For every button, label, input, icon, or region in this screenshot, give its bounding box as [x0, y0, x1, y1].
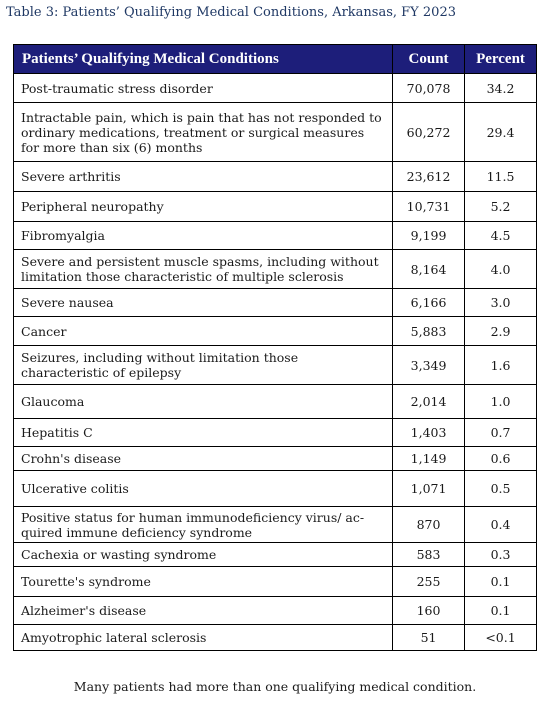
row-percent: 29.4: [465, 103, 537, 162]
row-condition: Ulcerative colitis: [14, 471, 393, 507]
row-count: 10,731: [393, 192, 465, 222]
row-percent: 0.1: [465, 597, 537, 625]
table-row: [14, 567, 537, 597]
row-percent: 0.5: [465, 471, 537, 507]
row-condition: Glaucoma: [14, 385, 393, 419]
row-condition: Peripheral neuropathy: [14, 192, 393, 222]
row-percent: 11.5: [465, 162, 537, 192]
row-count: 70,078: [393, 74, 465, 103]
row-condition: Alzheimer's disease: [14, 597, 393, 625]
row-percent: 5.2: [465, 192, 537, 222]
row-condition: Intractable pain, which is pain that has not responded to ordinary medications, treatment or surgical measures for more than six (6) months: [14, 103, 393, 162]
table-row: [14, 447, 537, 471]
row-condition: Severe arthritis: [14, 162, 393, 192]
row-count: 60,272: [393, 103, 465, 162]
table-row: [14, 289, 537, 317]
row-condition: Cachexia or wasting syndrome: [14, 543, 393, 567]
row-percent: <0.1: [465, 625, 537, 651]
table-row: [14, 507, 537, 543]
row-condition: Severe and persistent muscle spasms, including without limitation those characteristic of multiple sclerosis: [14, 250, 393, 289]
row-condition: Hepatitis C: [14, 419, 393, 447]
row-count: 1,403: [393, 419, 465, 447]
row-count: 51: [393, 625, 465, 651]
table-footnote: Many patients had more than one qualifying medical condition.: [73, 679, 477, 694]
row-percent: 2.9: [465, 317, 537, 346]
table-row: [14, 385, 537, 419]
table-row: [14, 103, 537, 162]
row-count: 2,014: [393, 385, 465, 419]
table-row: [14, 419, 537, 447]
row-percent: 0.4: [465, 507, 537, 543]
row-count: 160: [393, 597, 465, 625]
row-condition: Tourette's syndrome: [14, 567, 393, 597]
row-condition: Fibromyalgia: [14, 222, 393, 250]
row-count: 870: [393, 507, 465, 543]
table-row: [14, 222, 537, 250]
header-percent: Percent: [465, 45, 537, 74]
table-row: [14, 346, 537, 385]
table-row: [14, 250, 537, 289]
table-row: [14, 74, 537, 103]
row-count: 1,149: [393, 447, 465, 471]
row-percent: 1.6: [465, 346, 537, 385]
row-percent: 1.0: [465, 385, 537, 419]
table-row: [14, 597, 537, 625]
row-percent: 4.5: [465, 222, 537, 250]
table-row: [14, 162, 537, 192]
row-condition: Severe nausea: [14, 289, 393, 317]
table-row: [14, 192, 537, 222]
conditions-table: [13, 44, 537, 651]
table-header-row: [14, 45, 537, 74]
table-row: [14, 317, 537, 346]
table-caption: Table 3: Patients’ Qualifying Medical Conditions, Arkansas, FY 2023: [6, 5, 456, 20]
row-condition: Crohn's disease: [14, 447, 393, 471]
row-count: 255: [393, 567, 465, 597]
row-count: 23,612: [393, 162, 465, 192]
header-condition: Patients’ Qualifying Medical Conditions: [14, 45, 393, 74]
row-count: 9,199: [393, 222, 465, 250]
row-condition: Post-traumatic stress disorder: [14, 74, 393, 103]
header-count: Count: [393, 45, 465, 74]
table-row: [14, 625, 537, 651]
row-percent: 0.3: [465, 543, 537, 567]
row-percent: 0.6: [465, 447, 537, 471]
row-percent: 0.1: [465, 567, 537, 597]
row-condition: Seizures, including without limitation those characteristic of epilepsy: [14, 346, 393, 385]
row-count: 5,883: [393, 317, 465, 346]
row-percent: 4.0: [465, 250, 537, 289]
row-count: 6,166: [393, 289, 465, 317]
row-count: 583: [393, 543, 465, 567]
row-percent: 34.2: [465, 74, 537, 103]
table-row: [14, 471, 537, 507]
row-percent: 3.0: [465, 289, 537, 317]
row-condition: Positive status for human immunodeficiency virus/ acquired immune deficiency syndrome: [14, 507, 393, 543]
row-count: 1,071: [393, 471, 465, 507]
row-count: 3,349: [393, 346, 465, 385]
row-count: 8,164: [393, 250, 465, 289]
row-condition: Cancer: [14, 317, 393, 346]
table-row: [14, 543, 537, 567]
row-percent: 0.7: [465, 419, 537, 447]
row-condition: Amyotrophic lateral sclerosis: [14, 625, 393, 651]
